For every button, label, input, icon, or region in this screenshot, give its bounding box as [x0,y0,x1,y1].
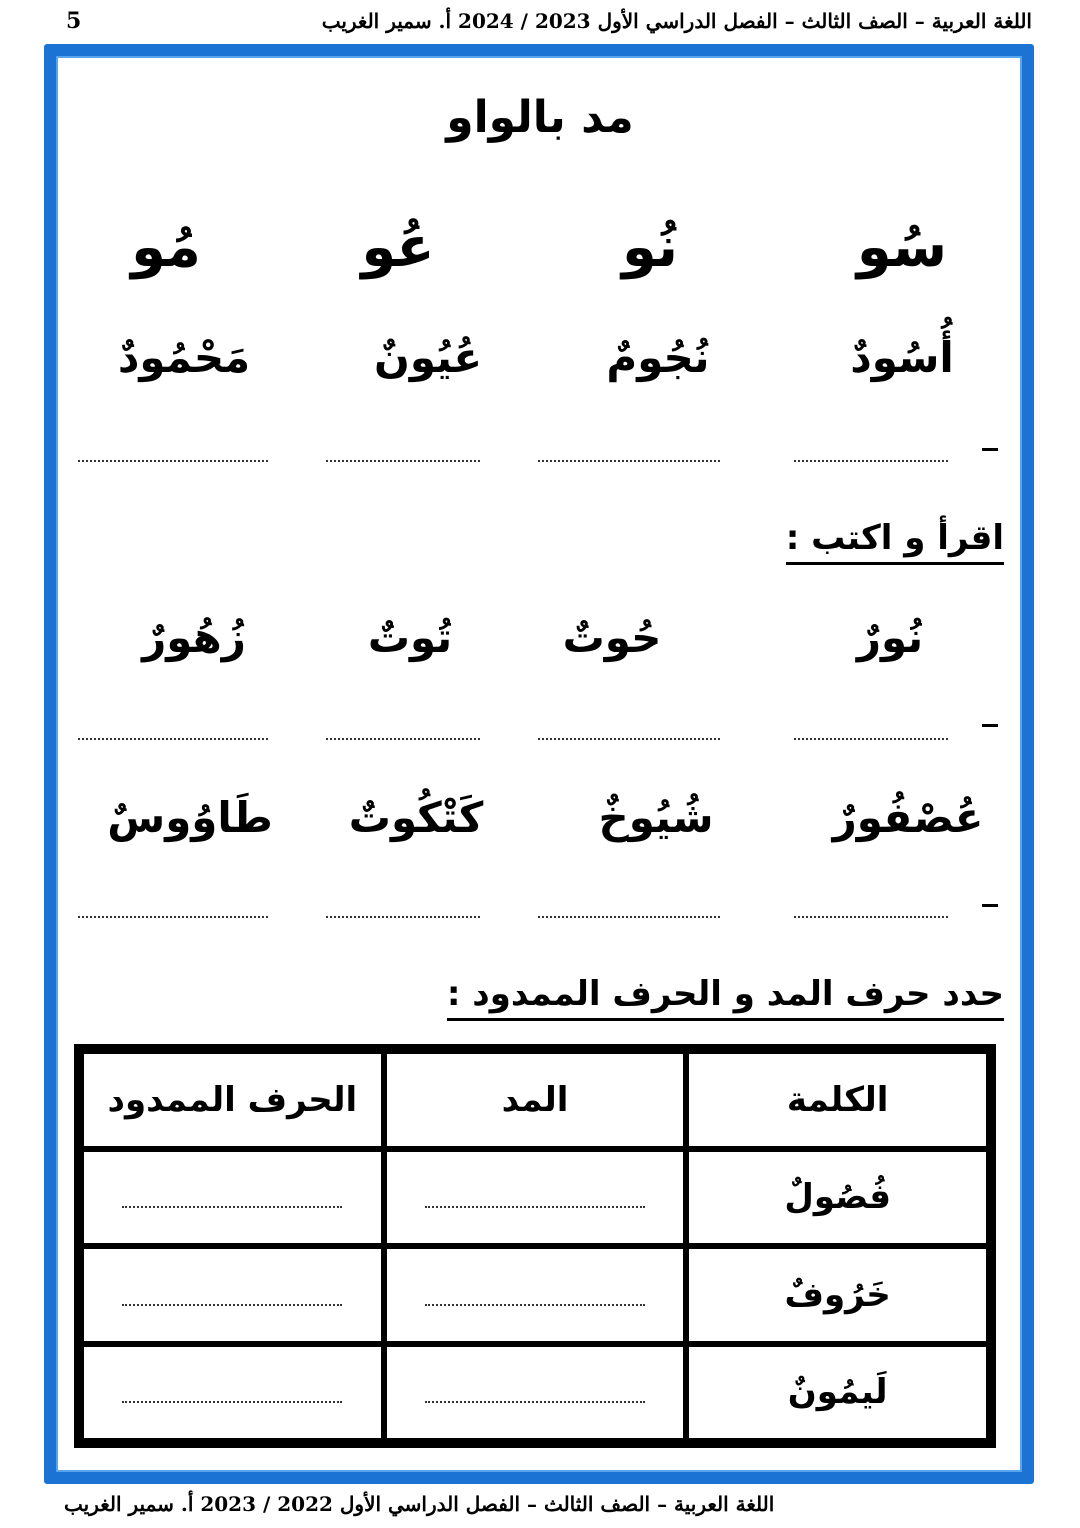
page-header [60,4,1032,38]
madd-table [74,1044,996,1448]
syllables-row [0,212,1080,282]
table-cell-madd[interactable] [387,1152,684,1244]
words-row-3 [0,782,1080,852]
answer-line[interactable] [326,916,480,918]
answer-line[interactable] [78,916,268,918]
answer-line[interactable] [794,738,948,740]
answer-line[interactable] [122,1206,342,1208]
table-header-madd: المد [387,1054,684,1146]
answer-line[interactable] [538,916,720,918]
answer-line[interactable] [78,460,268,462]
word-2-3: تُوتٌ [367,612,453,662]
answer-line[interactable] [538,738,720,740]
table-word-1: فُصُولٌ [689,1152,986,1244]
table-word-2: خَرُوفٌ [689,1249,986,1341]
table-cell-letter[interactable] [84,1249,381,1341]
answer-line[interactable] [425,1304,645,1306]
table-word-3: لَيمُونٌ [689,1347,986,1439]
answer-line[interactable] [326,460,480,462]
word-3-3: كَتْكُوتٌ [348,792,484,842]
answer-line[interactable] [794,916,948,918]
answer-line[interactable] [538,460,720,462]
syllable-1: سُو [856,214,948,280]
page-number: 5 [66,8,82,34]
word-2-1: نُورٌ [856,612,924,662]
page-title: مد بالواو [446,92,634,143]
syllable-4: مُو [131,214,201,280]
answer-line[interactable] [425,1206,645,1208]
answer-line[interactable] [122,1401,342,1403]
answer-line[interactable] [78,738,268,740]
word-3-4: طَاوُوسٌ [107,792,273,842]
header-text: اللغة العربية – الصف الثالث – الفصل الدراسي الأول 2023 / 2024 أ. سمير الغريب [321,9,1032,33]
table-cell-madd[interactable] [387,1249,684,1341]
table-header-letter: الحرف الممدود [84,1054,381,1146]
section-heading-read-write: اقرأ و اكتب : [786,518,1004,565]
page-footer [64,1488,964,1520]
syllable-2: نُو [621,214,679,280]
answer-line[interactable] [425,1401,645,1403]
answer-dash [982,904,998,907]
syllable-3: عُو [361,214,435,280]
answer-dash [982,724,998,727]
word-1-3: عُيُونٌ [374,332,483,382]
word-2-4: زُهُورٌ [142,612,246,662]
table-cell-letter[interactable] [84,1152,381,1244]
table-header-word: الكلمة [689,1054,986,1146]
words-row-2 [0,602,1080,672]
table-cell-letter[interactable] [84,1347,381,1439]
footer-text: اللغة العربية – الصف الثالث – الفصل الدراسي الأول 2022 / 2023 أ. سمير الغريب [64,1492,775,1516]
word-2-2: حُوتٌ [562,612,662,662]
word-1-1: أُسُودٌ [850,332,954,382]
answer-line[interactable] [326,738,480,740]
answer-dash [982,448,998,451]
table-cell-madd[interactable] [387,1347,684,1439]
word-1-4: مَحْمُودٌ [117,332,251,382]
answer-line[interactable] [794,460,948,462]
answer-line[interactable] [122,1304,342,1306]
word-3-1: عُصْفُورٌ [832,792,984,842]
words-row-1 [0,322,1080,392]
section-heading-identify: حدد حرف المد و الحرف الممدود : [447,974,1004,1021]
word-3-2: شُيُوخٌ [598,792,714,842]
word-1-2: نُجُومٌ [606,332,710,382]
